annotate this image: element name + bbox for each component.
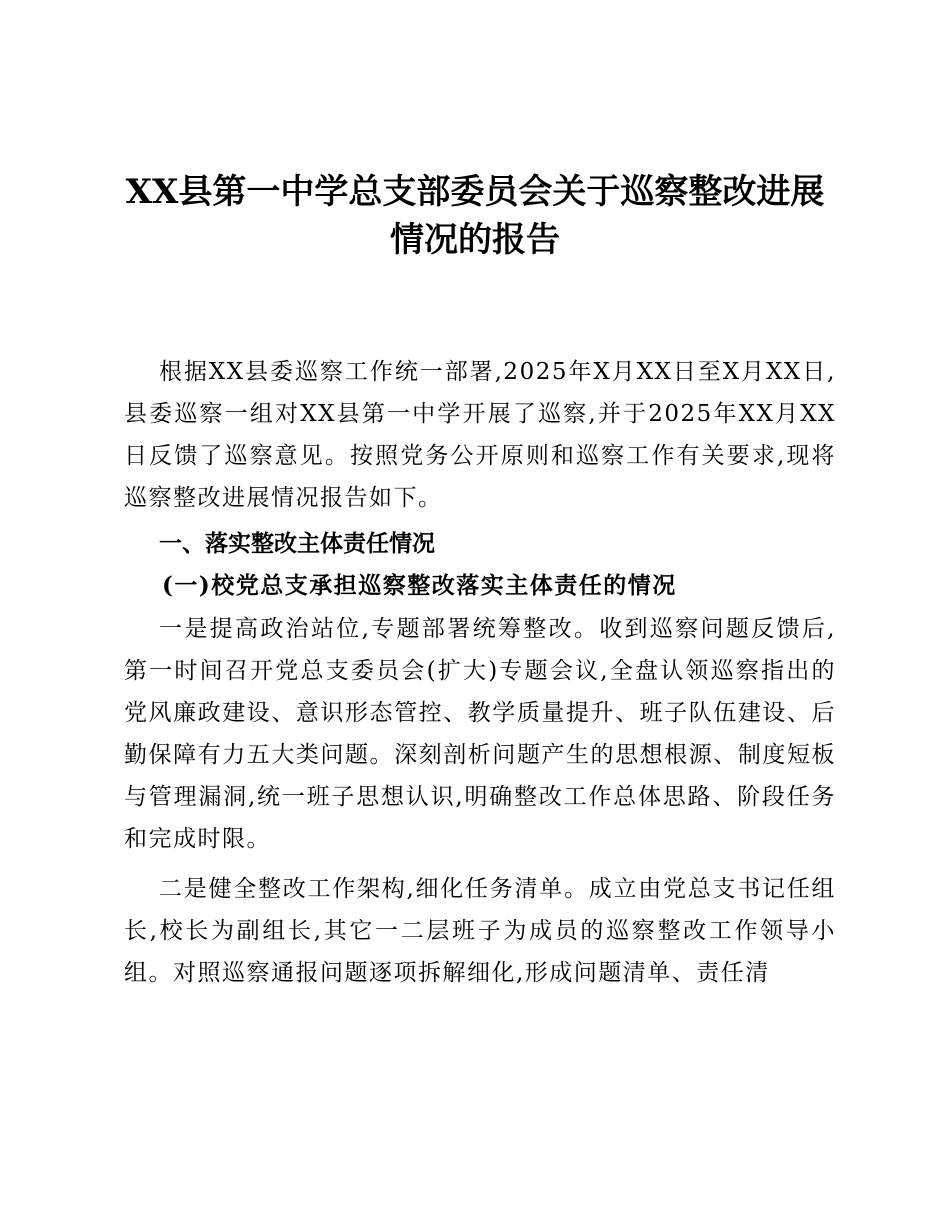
- intro-paragraph: 根据XX县委巡察工作统一部署,2025年X月XX日至X月XX日,县委巡察一组对XX县第一中学开展了巡察,并于2025年XX月XX日反馈了巡察意见。按照党务公开原则和巡察工作有关要求,现将巡察整改进展情况报告如下。: [124, 359, 836, 511]
- body-paragraph-2: 二是健全整改工作架构,细化任务清单。成立由党总支书记任组长,校长为副组长,其它一二层班子为成员的巡察整改工作领导小组。对照巡察通报问题逐项拆解细化,形成问题清单、责任清: [124, 876, 836, 986]
- subsection-heading: (一)校党总支承担巡察整改落实主体责任的情况: [162, 572, 677, 599]
- body-paragraph-1: 一是提高政治站位,专题部署统筹整改。收到巡察问题反馈后,第一时间召开党总支委员会(扩大)专题会议,全盘认领巡察指出的党风廉政建设、意识形态管控、教学质量提升、班子队伍建设、后勤保障有力五大类问题。深刻剖析问题产生的思想根源、制度短板与管理漏洞,统一班子思想认识,明确整改工作总体思路、阶段任务和完成时限。: [124, 616, 836, 852]
- document-title-line1: XX县第一中学总支部委员会关于巡察整改进展: [125, 172, 825, 212]
- document-title-line2: 情况的报告: [390, 220, 560, 260]
- section-heading: 一、落实整改主体责任情况: [159, 531, 435, 557]
